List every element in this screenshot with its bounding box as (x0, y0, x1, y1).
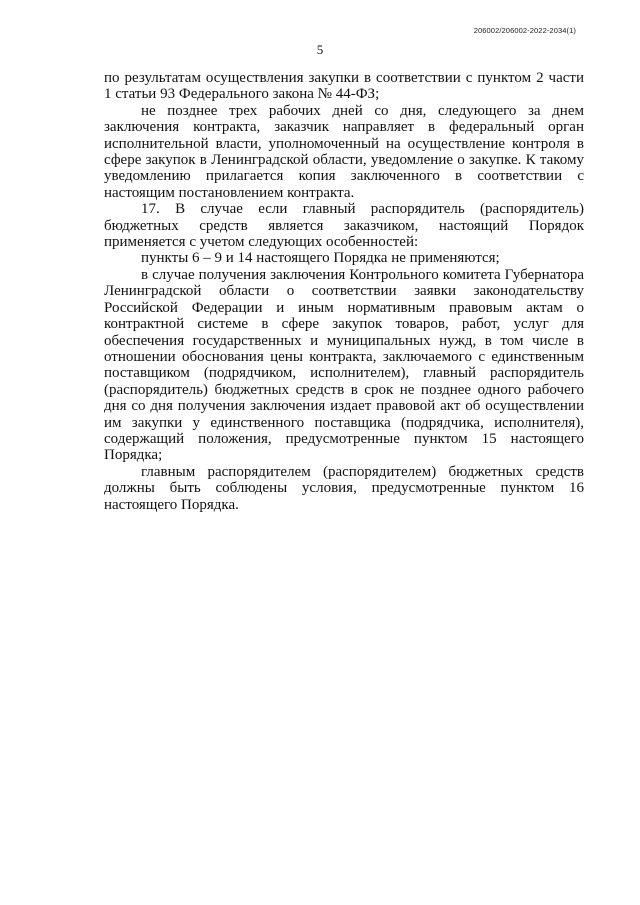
document-body (104, 70, 584, 513)
paragraph-notification: не позднее трех рабочих дней со дня, следующего за днем заключения контракта, заказчик направляет в федеральный орган исполнительной власти, уполномоченный на осуществление контроля в сфере закупок в Ленинградской области, уведомление о закупке. К такому уведомлению прилагается копия заключенного в соответствии с настоящим постановлением контракта. (104, 102, 584, 201)
paragraph-continuation: по результатам осуществления закупки в соответствии с пунктом 2 части 1 статьи 93 Федерального закона № 44-ФЗ; (104, 70, 584, 103)
paragraph-conditions-clause-16: главным распорядителем (распорядителем) бюджетных средств должны быть соблюдены условия, предусмотренные пунктом 16 настоящего Порядка. (104, 463, 584, 513)
paragraph-control-committee-conclusion: в случае получения заключения Контрольного комитета Губернатора Ленинградской области о соответствии заявки законодательству Российской Федерации и иным нормативным правовым актам о контрактной системе в сфере закупок товаров, работ, услуг для обеспечения государственных и муниципальных нужд, в том числе в отношении обоснования цены контракта, заключаемого с единственным поставщиком (подрядчиком, исполнителем), главный распорядитель (распорядитель) бюджетных средств в срок не позднее одного рабочего дня со дня получения заключения издает правовой акт об осуществлении им закупки у единственного поставщика (подрядчика, исполнителя), содержащий положения, предусмотренные пунктом 15 настоящего Порядка; (104, 266, 584, 464)
page-number: 5 (316, 42, 324, 57)
paragraph-clause-17: 17. В случае если главный распорядитель (распорядитель) бюджетных средств является заказчиком, настоящий Порядок применяется с учетом следующих особенностей: (104, 201, 584, 251)
document-registration-code: 206002/206002-2022-2034(1) (473, 26, 576, 35)
paragraph-items-not-applied: пункты 6 – 9 и 14 настоящего Порядка не применяются; (141, 250, 500, 267)
